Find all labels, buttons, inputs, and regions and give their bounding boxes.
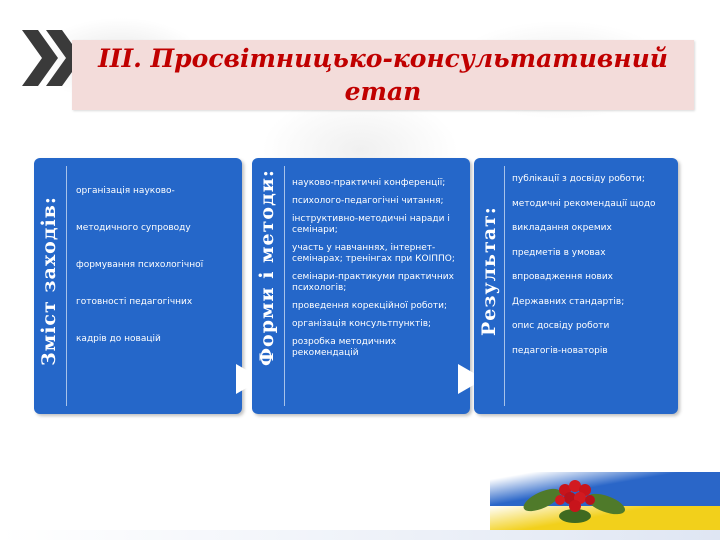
list-item: участь у навчаннях, інтернет-семінарах; тренінгах при КОІППО; [292, 243, 455, 264]
list-item: формування психологічної [76, 260, 204, 270]
slide-title: ІІІ. Просвітницько-консультативний етап [98, 44, 668, 106]
list-item: предметів в умовах [512, 247, 606, 258]
viburnum-icon [520, 460, 630, 530]
title-box [72, 40, 694, 110]
list-item: опис досвіду роботи [512, 321, 610, 331]
list-item: науково-практичні конференції; [292, 178, 446, 188]
list-item: викладання окремих [512, 223, 612, 233]
content-panel-label: Зміст заходів: [38, 196, 60, 366]
content-list [76, 186, 236, 371]
list-item: Державних стандартів; [512, 296, 625, 307]
result-list [512, 174, 672, 370]
list-item: кадрів до новацій [76, 334, 161, 344]
result-panel-label: Результат: [478, 206, 500, 336]
methods-list [292, 178, 460, 366]
list-item: інструктивно-методичні наради і семінари; [292, 214, 450, 235]
list-item: готовності педагогічних [76, 297, 193, 307]
list-item: семінари-практикуми практичних психологів; [292, 272, 454, 293]
bottom-bar [0, 530, 720, 540]
list-item: впровадження нових [512, 272, 614, 282]
panel-divider [504, 166, 505, 406]
list-item: організація консультпунктів; [292, 319, 432, 329]
list-item: методичні рекомендації щодо [512, 198, 656, 209]
list-item: методичного супроводу [76, 223, 191, 233]
list-item: проведення корекційної роботи; [292, 301, 448, 311]
methods-panel-label: Форми і методи: [256, 169, 278, 366]
panel-divider [284, 166, 285, 406]
list-item: організація науково- [76, 186, 175, 196]
list-item: публікації з досвіду роботи; [512, 174, 645, 184]
list-item: психолого-педагогічні читання; [292, 196, 444, 206]
list-item: педагогів-новаторів [512, 345, 608, 356]
panel-divider [66, 166, 67, 406]
list-item: розробка методичних рекомендацій [292, 337, 397, 358]
